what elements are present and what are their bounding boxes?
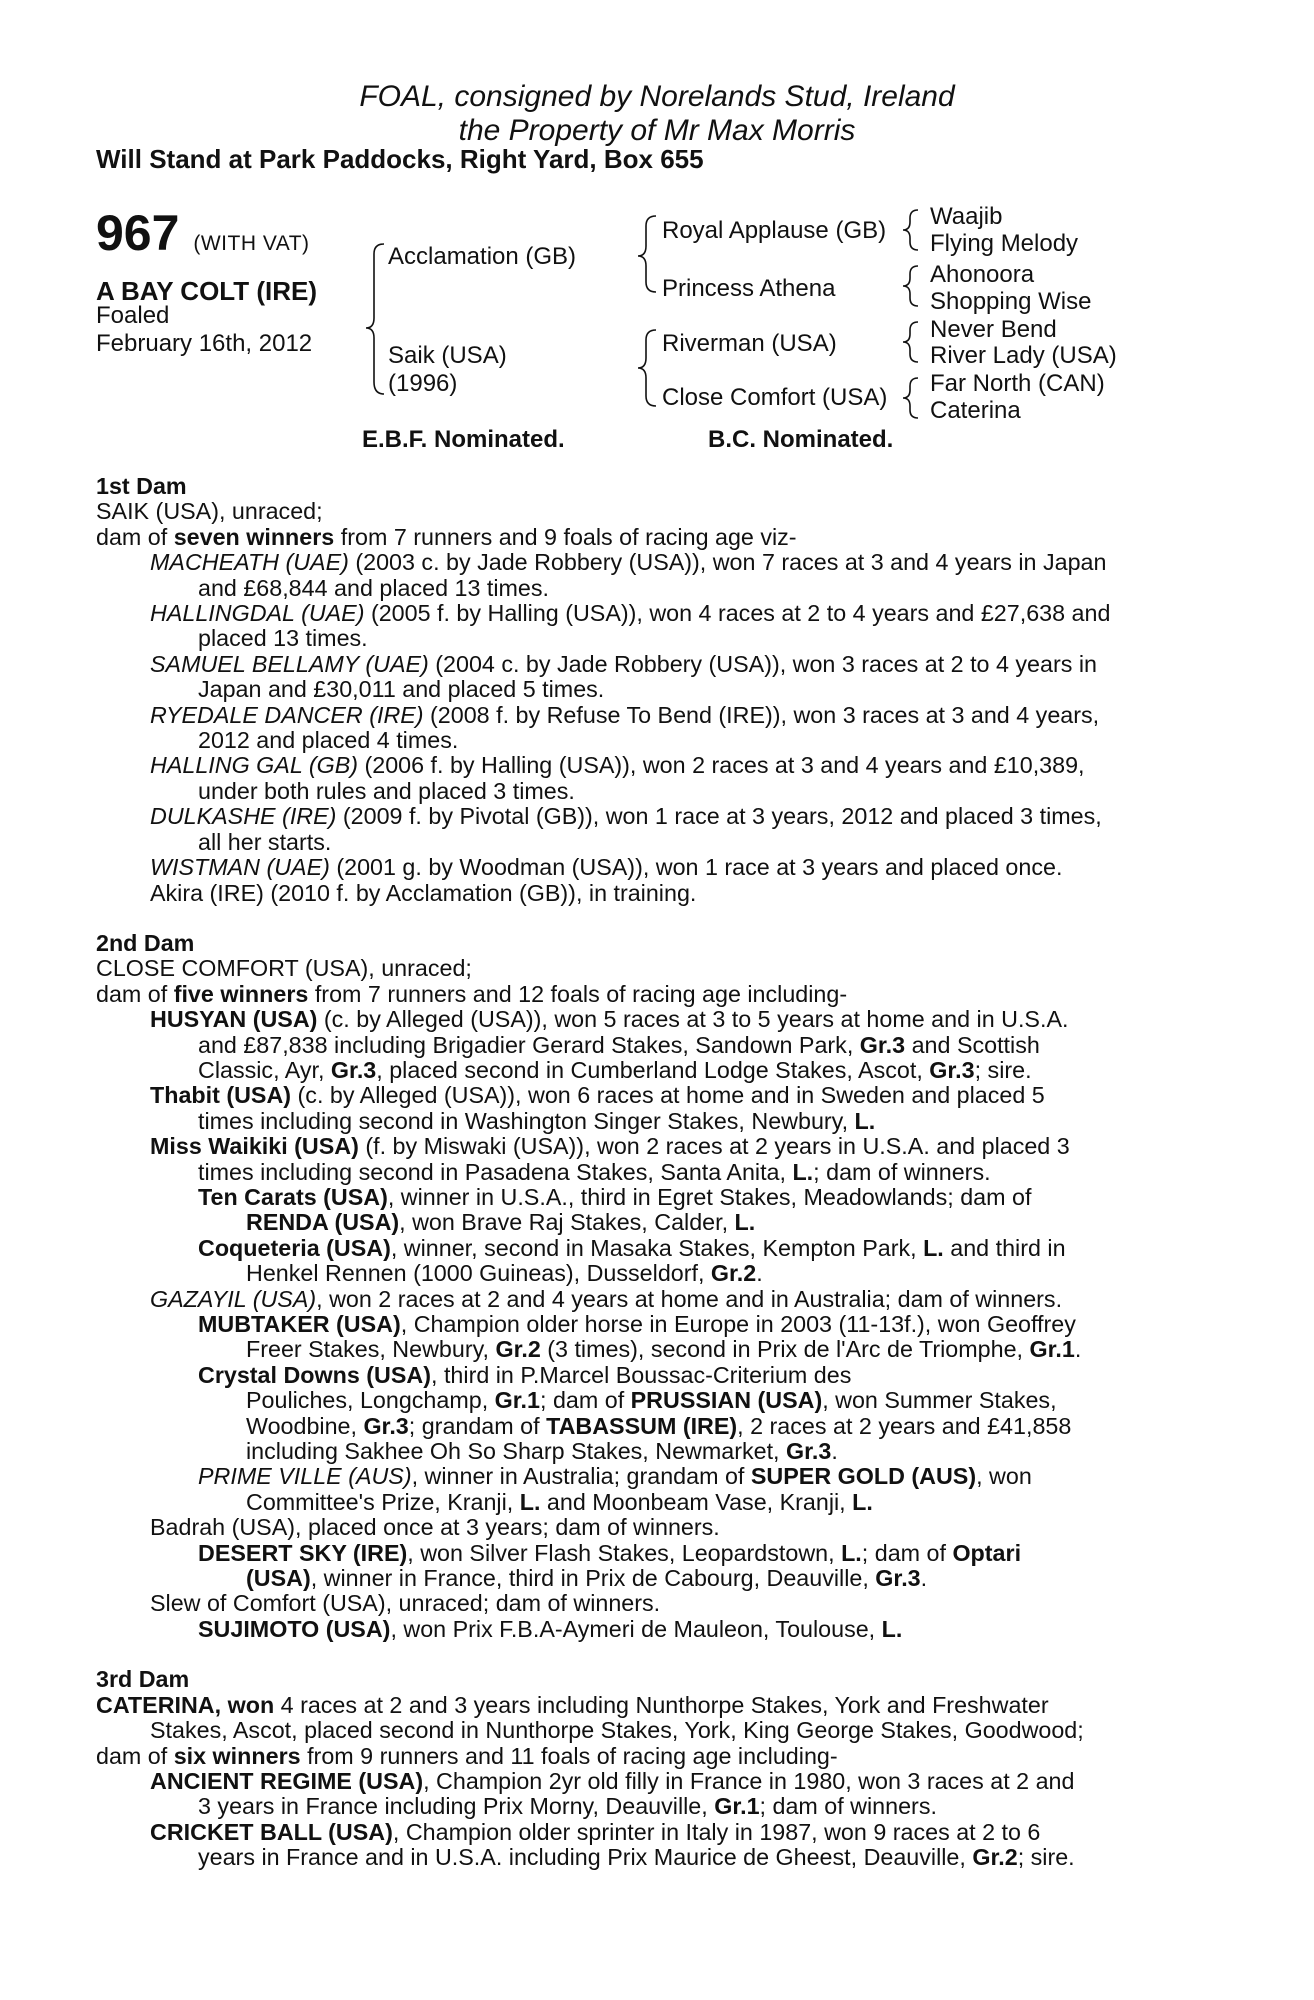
progeny-line [96, 1464, 1206, 1489]
runner-name: WISTMAN (UAE) [150, 854, 330, 881]
text: , third in P.Marcel Boussac-Criterium des [431, 1361, 852, 1388]
runner-name: HALLINGDAL (UAE) [150, 600, 365, 627]
text: (3 times), second in Prix de l'Arc de Triomphe, [540, 1336, 1030, 1363]
text: , placed second in Cumberland Lodge Stakes, Ascot, [376, 1056, 930, 1083]
runner-name: HALLING GAL (GB) [150, 752, 359, 779]
text: , winner, second in Masaka Stakes, Kempton Park, [390, 1234, 924, 1261]
progeny-line [96, 1337, 1206, 1362]
pedigree-ddd: Caterina [930, 397, 1021, 424]
lot-title: A BAY COLT (IRE) [96, 276, 318, 306]
text: ; dam of winners. [813, 1158, 991, 1185]
horse-name: Optari [952, 1539, 1022, 1566]
runner-name: MACHEATH (UAE) [150, 549, 349, 576]
text: ; dam of winners. [759, 1793, 937, 1820]
runner-line [96, 550, 1206, 575]
pedigree-dam-year: (1996) [388, 370, 458, 397]
listed: L. [734, 1209, 756, 1236]
pedigree-sire: Acclamation (GB) [388, 243, 577, 270]
text: Henkel Rennen (1000 Guineas), Dusseldorf, [246, 1260, 711, 1287]
text: , won 2 races at 2 and 4 years at home and in Australia; dam of winners. [316, 1285, 1063, 1312]
text: , won Silver Flash Stakes, Leopardstown, [407, 1539, 842, 1566]
text: dam of [96, 1742, 174, 1769]
first-dam-summary [96, 525, 1206, 550]
listed: L. [854, 1107, 876, 1134]
text: ; dam of [540, 1387, 631, 1414]
progeny-line [96, 1007, 1206, 1032]
progeny-line [96, 1210, 1206, 1235]
grade: Gr.2 [710, 1260, 757, 1287]
text: dam of [96, 523, 174, 550]
grade: Gr.3 [929, 1056, 975, 1083]
horse-name: RENDA (USA) [246, 1209, 400, 1236]
horse-name: ANCIENT REGIME (USA) [150, 1767, 424, 1794]
progeny-line [96, 1769, 1206, 1794]
horse-name: Thabit (USA) [150, 1082, 292, 1109]
progeny-line [96, 1820, 1206, 1845]
runner-name: SAMUEL BELLAMY (UAE) [150, 650, 429, 677]
grade: Gr.3 [363, 1412, 409, 1439]
third-dam-summary [96, 1744, 1206, 1769]
winners-count: five winners [173, 980, 309, 1007]
second-dam-summary [96, 982, 1206, 1007]
catalogue-body [96, 474, 1206, 1871]
text: Pouliches, Longchamp, [246, 1387, 495, 1414]
progeny-line [96, 1388, 1206, 1413]
grade: Gr.3 [859, 1031, 906, 1058]
pedigree-sire-sire: Royal Applause (GB) [662, 217, 887, 244]
horse-name: (USA) [246, 1565, 311, 1592]
header-stand: Will Stand at Park Paddocks, Right Yard, Box 655 [96, 144, 704, 174]
text: (2005 f. by Halling (USA)), won 4 races at 2 to 4 years and £27,638 and [364, 600, 1111, 627]
pedigree-sire-dam: Princess Athena [662, 275, 836, 302]
text: from 9 runners and 11 foals of racing age including- [300, 1742, 838, 1769]
listed: L. [881, 1615, 903, 1642]
text: (f. by Miswaki (USA)), won 2 races at 2 years in U.S.A. and placed 3 [358, 1133, 1070, 1160]
grade: Gr.1 [714, 1793, 760, 1820]
progeny-line [96, 1109, 1206, 1134]
runner-line: Akira (IRE) (2010 f. by Acclamation (GB)), in training. [150, 879, 697, 906]
text: , Champion 2yr old filly in France in 1980, won 3 races at 2 and [423, 1767, 1075, 1794]
horse-name: GAZAYIL (USA) [150, 1285, 317, 1312]
progeny-line [96, 1794, 1206, 1819]
text: . [920, 1565, 928, 1592]
text: , won Brave Raj Stakes, Calder, [399, 1209, 735, 1236]
text: . [756, 1260, 763, 1287]
third-dam-line: Stakes, Ascot, placed second in Nunthorpe Stakes, York, King George Stakes, Goodwood; [150, 1717, 1084, 1744]
progeny-line [96, 1566, 1206, 1591]
text: Freer Stakes, Newbury, [246, 1336, 496, 1363]
pedigree-dsd: River Lady (USA) [930, 342, 1117, 369]
text: , winner in Australia; grandam of [411, 1463, 751, 1490]
grade: Gr.2 [972, 1844, 1018, 1871]
pedigree-ssd: Flying Melody [930, 230, 1079, 257]
horse-name: PRIME VILLE (AUS) [198, 1463, 412, 1490]
listed: L. [852, 1488, 873, 1515]
text: , Champion older horse in Europe in 2003 (11-13f.), won Geoffrey [400, 1311, 1076, 1337]
text: including Sakhee Oh So Sharp Stakes, Newmarket, [246, 1438, 786, 1465]
horse-name: SUPER GOLD (AUS) [750, 1463, 977, 1490]
text: . [831, 1438, 838, 1465]
bc-nominated: B.C. Nominated. [708, 426, 894, 453]
text: , won Summer Stakes, [822, 1387, 1057, 1414]
runner-name: RYEDALE DANCER (IRE) [150, 701, 424, 728]
progeny-line: Slew of Comfort (USA), unraced; dam of winners. [150, 1590, 661, 1617]
horse-name: Ten Carats (USA) [198, 1183, 388, 1210]
text: 3 years in France including Prix Morny, Deauville, [198, 1793, 715, 1820]
text: 4 races at 2 and 3 years including Nunthorpe Stakes, York and Freshwater [274, 1691, 1049, 1718]
progeny-line [96, 1261, 1206, 1286]
runner-line: 2012 and placed 4 times. [198, 727, 459, 754]
ebf-nominated: E.B.F. Nominated. [362, 426, 565, 453]
header-consignor: FOAL, consigned by Norelands Stud, Ireland [359, 80, 955, 113]
progeny-line [96, 1617, 1206, 1642]
progeny-line [96, 1058, 1206, 1083]
text: ; grandam of [408, 1412, 547, 1439]
horse-name: HUSYAN (USA) [150, 1006, 318, 1033]
progeny-line [96, 1160, 1206, 1185]
horse-name: TABASSUM (IRE) [546, 1412, 738, 1439]
runner-line [96, 703, 1206, 728]
text: from 7 runners and 9 foals of racing age viz- [334, 523, 797, 550]
text: (2003 c. by Jade Robbery (USA)), won 7 races at 3 and 4 years in Japan [348, 549, 1107, 576]
progeny-line [96, 1185, 1206, 1210]
pedigree-dds: Far North (CAN) [930, 370, 1105, 397]
grade: Gr.3 [875, 1565, 921, 1592]
progeny-line [96, 1541, 1206, 1566]
winners-count: six winners [173, 1742, 301, 1769]
horse-name: CRICKET BALL (USA) [150, 1818, 393, 1845]
text: and Moonbeam Vase, Kranji, [540, 1488, 853, 1515]
text: dam of [96, 980, 174, 1007]
horse-name: CATERINA [96, 1691, 215, 1718]
pedigree-dss: Never Bend [930, 316, 1057, 343]
horse-name: Coqueteria (USA) [198, 1234, 391, 1261]
text: (2004 c. by Jade Robbery (USA)), won 3 races at 2 to 4 years in [428, 650, 1097, 677]
progeny-line [96, 1083, 1206, 1108]
horse-name: DESERT SKY (IRE) [198, 1539, 408, 1566]
runner-line [96, 855, 1206, 880]
listed: L. [841, 1539, 862, 1566]
text: , 2 races at 2 years and £41,858 [737, 1412, 1072, 1439]
text: Committee's Prize, Kranji, [246, 1488, 520, 1515]
pedigree-sss: Waajib [930, 203, 1003, 230]
text: (c. by Alleged (USA)), won 5 races at 3 to 5 years at home and in U.S.A. [317, 1006, 1069, 1033]
progeny-line [96, 1363, 1206, 1388]
progeny-line [96, 1414, 1206, 1439]
text: ; sire. [974, 1056, 1032, 1083]
text: (2006 f. by Halling (USA)), won 2 races at 3 and 4 years and £10,389, [358, 752, 1085, 779]
grade: Gr.3 [330, 1056, 377, 1083]
text: , winner in France, third in Prix de Cabourg, Deauville, [310, 1565, 876, 1592]
pedigree-sdd: Shopping Wise [930, 288, 1092, 315]
runner-line: placed 13 times. [198, 625, 368, 652]
runner-line [96, 804, 1206, 829]
grade: Gr.3 [786, 1438, 832, 1465]
pedigree-sds: Ahonoora [930, 261, 1035, 288]
runner-line: all her starts. [198, 828, 332, 855]
progeny-line [96, 1134, 1206, 1159]
horse-name: Crystal Downs (USA) [198, 1361, 432, 1388]
progeny-line [96, 1287, 1206, 1312]
third-dam-line [96, 1693, 1206, 1718]
progeny-line [96, 1312, 1206, 1337]
horse-name: Miss Waikiki (USA) [150, 1133, 359, 1160]
text: times including second in Washington Singer Stakes, Newbury, [198, 1107, 855, 1134]
text: Woodbine, [246, 1412, 364, 1439]
grade: Gr.1 [1029, 1336, 1075, 1363]
text: Classic, Ayr, [198, 1056, 331, 1083]
runner-line: and £68,844 and placed 13 times. [198, 574, 550, 601]
text: (c. by Alleged (USA)), won 6 races at home and in Sweden and placed 5 [291, 1082, 1045, 1109]
text: , Champion older sprinter in Italy in 1987, won 9 races at 2 to 6 [392, 1818, 1041, 1845]
foaled-label: Foaled [96, 302, 170, 329]
pedigree-dam-dam: Close Comfort (USA) [662, 384, 888, 411]
text: and third in [943, 1234, 1066, 1261]
pedigree-dam-sire: Riverman (USA) [662, 330, 837, 357]
third-dam-heading: 3rd Dam [96, 1666, 190, 1693]
winners-count: seven winners [173, 523, 335, 550]
foaled-date: February 16th, 2012 [96, 330, 313, 357]
text: . [1074, 1336, 1082, 1363]
grade: Gr.2 [495, 1336, 541, 1363]
pedigree-dam: Saik (USA) [388, 342, 507, 369]
progeny-line [96, 1439, 1206, 1464]
horse-name: MUBTAKER (USA) [198, 1311, 401, 1337]
runner-line [96, 601, 1206, 626]
first-dam-intro: SAIK (USA), unraced; [96, 498, 323, 525]
horse-name: PRUSSIAN (USA) [630, 1387, 823, 1414]
runner-name: DULKASHE (IRE) [150, 803, 337, 830]
runner-line: Japan and £30,011 and placed 5 times. [198, 676, 605, 703]
pedigree-braces [0, 0, 1314, 460]
lot-vat: (WITH VAT) [193, 232, 310, 255]
second-dam-heading: 2nd Dam [96, 929, 195, 956]
horse-name: SUJIMOTO (USA) [198, 1615, 391, 1642]
text: ; sire. [1017, 1844, 1075, 1871]
progeny-line [96, 1033, 1206, 1058]
text: and £87,838 including Brigadier Gerard Stakes, Sandown Park, [198, 1031, 860, 1058]
listed: L. [792, 1158, 814, 1185]
listed: L. [923, 1234, 944, 1261]
grade: Gr.1 [494, 1387, 540, 1414]
text: ; dam of [861, 1539, 953, 1566]
text: (2009 f. by Pivotal (GB)), won 1 race at 3 years, 2012 and placed 3 times, [336, 803, 1102, 830]
runner-line [96, 652, 1206, 677]
text: , won Prix F.B.A-Aymeri de Mauleon, Toulouse, [390, 1615, 882, 1642]
text: times including second in Pasadena Stakes, Santa Anita, [198, 1158, 793, 1185]
runner-line [96, 753, 1206, 778]
text: years in France and in U.S.A. including Prix Maurice de Gheest, Deauville, [198, 1844, 973, 1871]
lot-number: 967 [96, 205, 180, 261]
text: (2008 f. by Refuse To Bend (IRE)), won 3 races at 3 and 4 years, [423, 701, 1100, 728]
progeny-line: Badrah (USA), placed once at 3 years; dam of winners. [150, 1514, 720, 1541]
first-dam-heading: 1st Dam [96, 473, 187, 499]
text: from 7 runners and 12 foals of racing age including- [308, 980, 848, 1007]
text: (2001 g. by Woodman (USA)), won 1 race at 3 years and placed once. [329, 854, 1063, 881]
listed: L. [519, 1488, 541, 1515]
text: , won [214, 1691, 275, 1718]
text: , won [976, 1463, 1032, 1490]
runner-line: under both rules and placed 3 times. [198, 777, 575, 804]
text: , winner in U.S.A., third in Egret Stakes, Meadowlands; dam of [387, 1183, 1032, 1210]
progeny-line [96, 1490, 1206, 1515]
progeny-line [96, 1236, 1206, 1261]
progeny-line [96, 1845, 1206, 1870]
header-property: the Property of Mr Max Morris [458, 114, 856, 147]
text: and Scottish [905, 1031, 1040, 1058]
second-dam-intro: CLOSE COMFORT (USA), unraced; [96, 955, 472, 982]
